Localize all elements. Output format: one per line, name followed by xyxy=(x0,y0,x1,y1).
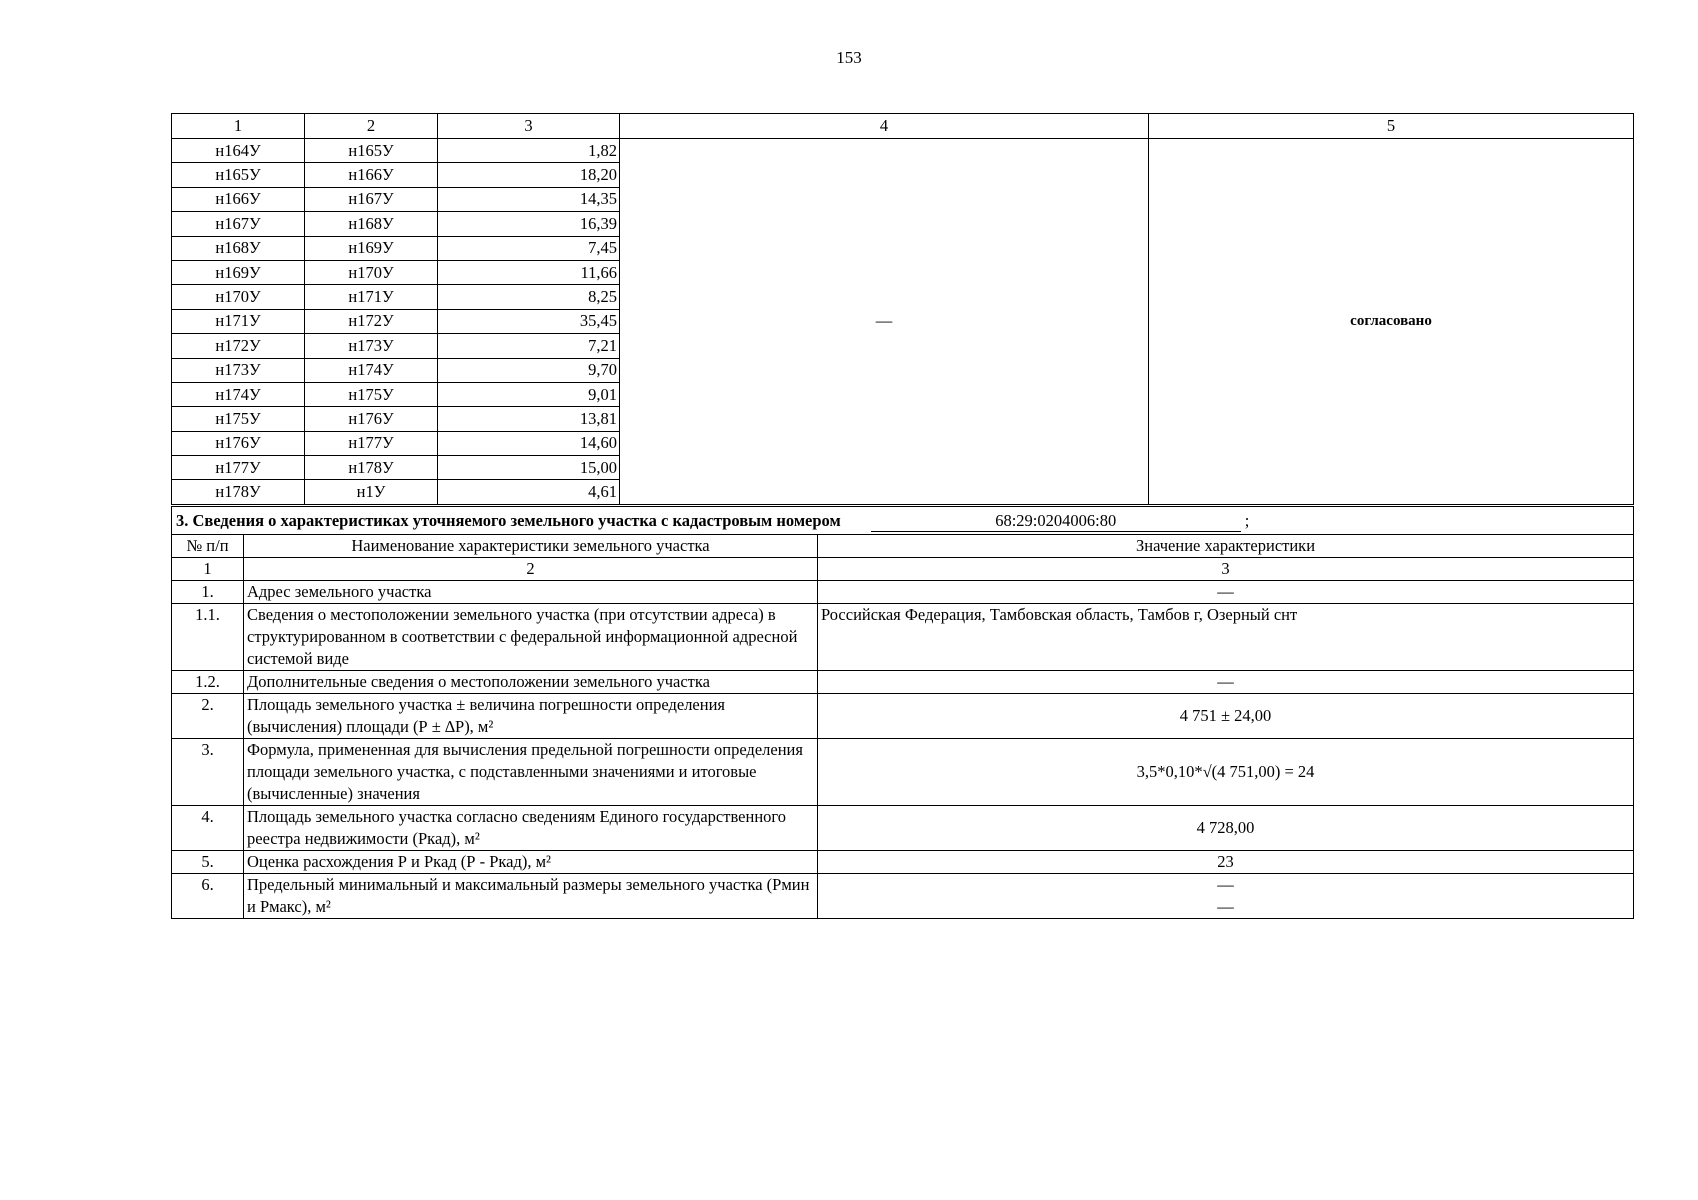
header-num: № п/п xyxy=(172,535,244,558)
segment-length: 7,21 xyxy=(438,334,620,358)
row-number: 1.1. xyxy=(172,604,244,671)
characteristic-name: Дополнительные сведения о местоположении земельного участка xyxy=(244,671,818,694)
point-from: н165У xyxy=(172,163,305,187)
segment-length: 9,70 xyxy=(438,358,620,382)
point-to: н177У xyxy=(305,431,438,455)
segment-length: 7,45 xyxy=(438,236,620,260)
row-number: 1.2. xyxy=(172,671,244,694)
agreement-status: согласовано xyxy=(1149,139,1634,505)
colnum-1: 1 xyxy=(172,558,244,581)
segments-header-row xyxy=(172,114,1634,139)
table-row xyxy=(172,139,1634,163)
point-from: н173У xyxy=(172,358,305,382)
point-from: н174У xyxy=(172,382,305,406)
section3-characteristics-table xyxy=(171,506,1634,919)
section3-title-end: ; xyxy=(1244,510,1250,530)
segment-length: 14,60 xyxy=(438,431,620,455)
characteristic-name: Предельный минимальный и максимальный размеры земельного участка (Рмин и Рмакс), м² xyxy=(244,874,818,919)
characteristic-name: Формула, примененная для вычисления предельной погрешности определения площади земельного участка, с подставленными значениями и итоговые (вычисленные) значения xyxy=(244,739,818,806)
point-from: н169У xyxy=(172,260,305,284)
header-name: Наименование характеристики земельного участка xyxy=(244,535,818,558)
characteristic-value: 23 xyxy=(818,851,1634,874)
col-header-5: 5 xyxy=(1149,114,1634,139)
row-number: 6. xyxy=(172,874,244,919)
characteristic-row xyxy=(172,604,1634,671)
point-to: н172У xyxy=(305,309,438,333)
characteristic-value: Российская Федерация, Тамбовская область, Тамбов г, Озерный снт xyxy=(818,604,1634,671)
characteristic-name: Оценка расхождения Р и Ркад (Р - Ркад), м² xyxy=(244,851,818,874)
value-line: — xyxy=(1217,875,1234,894)
point-to: н175У xyxy=(305,382,438,406)
row-number: 1. xyxy=(172,581,244,604)
characteristic-row xyxy=(172,671,1634,694)
row-number: 5. xyxy=(172,851,244,874)
segment-length: 15,00 xyxy=(438,456,620,480)
row-number: 3. xyxy=(172,739,244,806)
point-to: н170У xyxy=(305,260,438,284)
section3-colnum-row xyxy=(172,558,1634,581)
segment-length: 9,01 xyxy=(438,382,620,406)
point-to: н168У xyxy=(305,212,438,236)
section3-title-row xyxy=(172,507,1634,535)
point-from: н166У xyxy=(172,187,305,211)
characteristic-name: Адрес земельного участка xyxy=(244,581,818,604)
point-from: н175У xyxy=(172,407,305,431)
segment-length: 1,82 xyxy=(438,139,620,163)
point-to: н174У xyxy=(305,358,438,382)
segment-length: 14,35 xyxy=(438,187,620,211)
characteristic-value: 3,5*0,10*√(4 751,00) = 24 xyxy=(818,739,1634,806)
page-number: 153 xyxy=(836,48,862,67)
segment-length: 18,20 xyxy=(438,163,620,187)
point-from: н168У xyxy=(172,236,305,260)
characteristic-name: Сведения о местоположении земельного участка (при отсутствии адреса) в структурированном в соответствии с федеральной информационной адресной системой виде xyxy=(244,604,818,671)
point-from: н178У xyxy=(172,480,305,504)
col-header-4: 4 xyxy=(620,114,1149,139)
point-to: н167У xyxy=(305,187,438,211)
characteristic-row xyxy=(172,739,1634,806)
segment-length: 11,66 xyxy=(438,260,620,284)
point-from: н176У xyxy=(172,431,305,455)
segment-length: 13,81 xyxy=(438,407,620,431)
colnum-2: 2 xyxy=(244,558,818,581)
characteristic-value: — xyxy=(818,671,1634,694)
point-to: н176У xyxy=(305,407,438,431)
segment-length: 8,25 xyxy=(438,285,620,309)
characteristic-value: 4 728,00 xyxy=(818,806,1634,851)
characteristic-row xyxy=(172,806,1634,851)
point-to: н169У xyxy=(305,236,438,260)
cadastral-number: 68:29:0204006:80 xyxy=(871,511,1241,532)
point-from: н172У xyxy=(172,334,305,358)
point-to: н173У xyxy=(305,334,438,358)
col4-merged-value: — xyxy=(620,139,1149,505)
characteristic-name: Площадь земельного участка согласно сведениям Единого государственного реестра недвижимости (Ркад), м² xyxy=(244,806,818,851)
segment-length: 35,45 xyxy=(438,309,620,333)
characteristic-value: 4 751 ± 24,00 xyxy=(818,694,1634,739)
section3-title: 3. Сведения о характеристиках уточняемого земельного участка с кадастровым номером xyxy=(176,510,841,530)
value-line: — xyxy=(1217,897,1234,916)
characteristic-value: — xyxy=(818,581,1634,604)
characteristic-row xyxy=(172,874,1634,919)
colnum-3: 3 xyxy=(818,558,1634,581)
col-header-3: 3 xyxy=(438,114,620,139)
point-to: н166У xyxy=(305,163,438,187)
point-to: н171У xyxy=(305,285,438,309)
point-from: н170У xyxy=(172,285,305,309)
point-to: н1У xyxy=(305,480,438,504)
point-from: н167У xyxy=(172,212,305,236)
characteristic-value xyxy=(818,874,1634,919)
row-number: 4. xyxy=(172,806,244,851)
header-value: Значение характеристики xyxy=(818,535,1634,558)
characteristic-row xyxy=(172,851,1634,874)
point-to: н165У xyxy=(305,139,438,163)
characteristic-row xyxy=(172,694,1634,739)
point-from: н177У xyxy=(172,456,305,480)
row-number: 2. xyxy=(172,694,244,739)
section3-header-row xyxy=(172,535,1634,558)
characteristic-name: Площадь земельного участка ± величина погрешности определения (вычисления) площади (Р ± ∆Р), м² xyxy=(244,694,818,739)
section3-title-cell xyxy=(172,507,1634,535)
characteristic-row xyxy=(172,581,1634,604)
segment-length: 16,39 xyxy=(438,212,620,236)
col-header-2: 2 xyxy=(305,114,438,139)
col-header-1: 1 xyxy=(172,114,305,139)
point-from: н164У xyxy=(172,139,305,163)
point-to: н178У xyxy=(305,456,438,480)
segment-length: 4,61 xyxy=(438,480,620,504)
point-from: н171У xyxy=(172,309,305,333)
boundary-segments-table xyxy=(171,113,1634,505)
